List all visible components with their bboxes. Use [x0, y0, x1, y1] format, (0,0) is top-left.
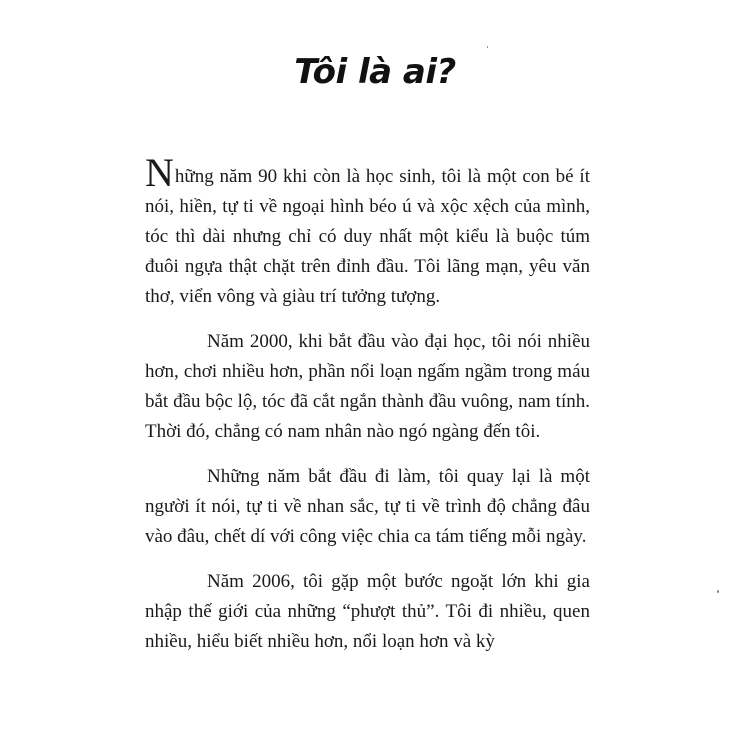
paper-speck [487, 46, 488, 48]
paragraph-1-text: hững năm 90 khi còn là học sinh, tôi là một con bé ít nói, hiền, tự ti về ngoại hình béo ú và xộc xệch của mình, tóc thì dài nhưng chỉ có duy nhất một kiểu là buộc túm đuôi ngựa thật chặt trên đỉnh đầu. Tôi lãng mạn, yêu văn thơ, viển vông và giàu trí tưởng tượng. [145, 166, 590, 307]
paragraph-4: Năm 2006, tôi gặp một bước ngoặt lớn khi gia nhập thế giới của những “phượt thủ”. Tôi đi nhiều, quen nhiều, hiểu biết nhiều hơn, nổi loạn hơn và kỳ [145, 571, 590, 652]
paragraph-2: Năm 2000, khi bắt đầu vào đại học, tôi nói nhiều hơn, chơi nhiều hơn, phần nổi loạn ngấm ngầm trong máu bắt đầu bộc lộ, tóc đã cắt ngắn thành đầu vuông, nam tính. Thời đó, chẳng có nam nhân nào ngó ngàng đến tôi. [145, 331, 590, 442]
paragraph-3: Những năm bắt đầu đi làm, tôi quay lại là một người ít nói, tự ti về nhan sắc, tự ti về trình độ chẳng đâu vào đâu, chết dí với công việc chia ca tám tiếng mỗi ngày. [145, 466, 590, 547]
chapter-body [145, 150, 590, 672]
chapter-title: Tôi là ai? [294, 52, 456, 92]
paper-speck [717, 590, 719, 593]
paragraph-1 [145, 150, 590, 312]
drop-cap: N [145, 150, 174, 195]
